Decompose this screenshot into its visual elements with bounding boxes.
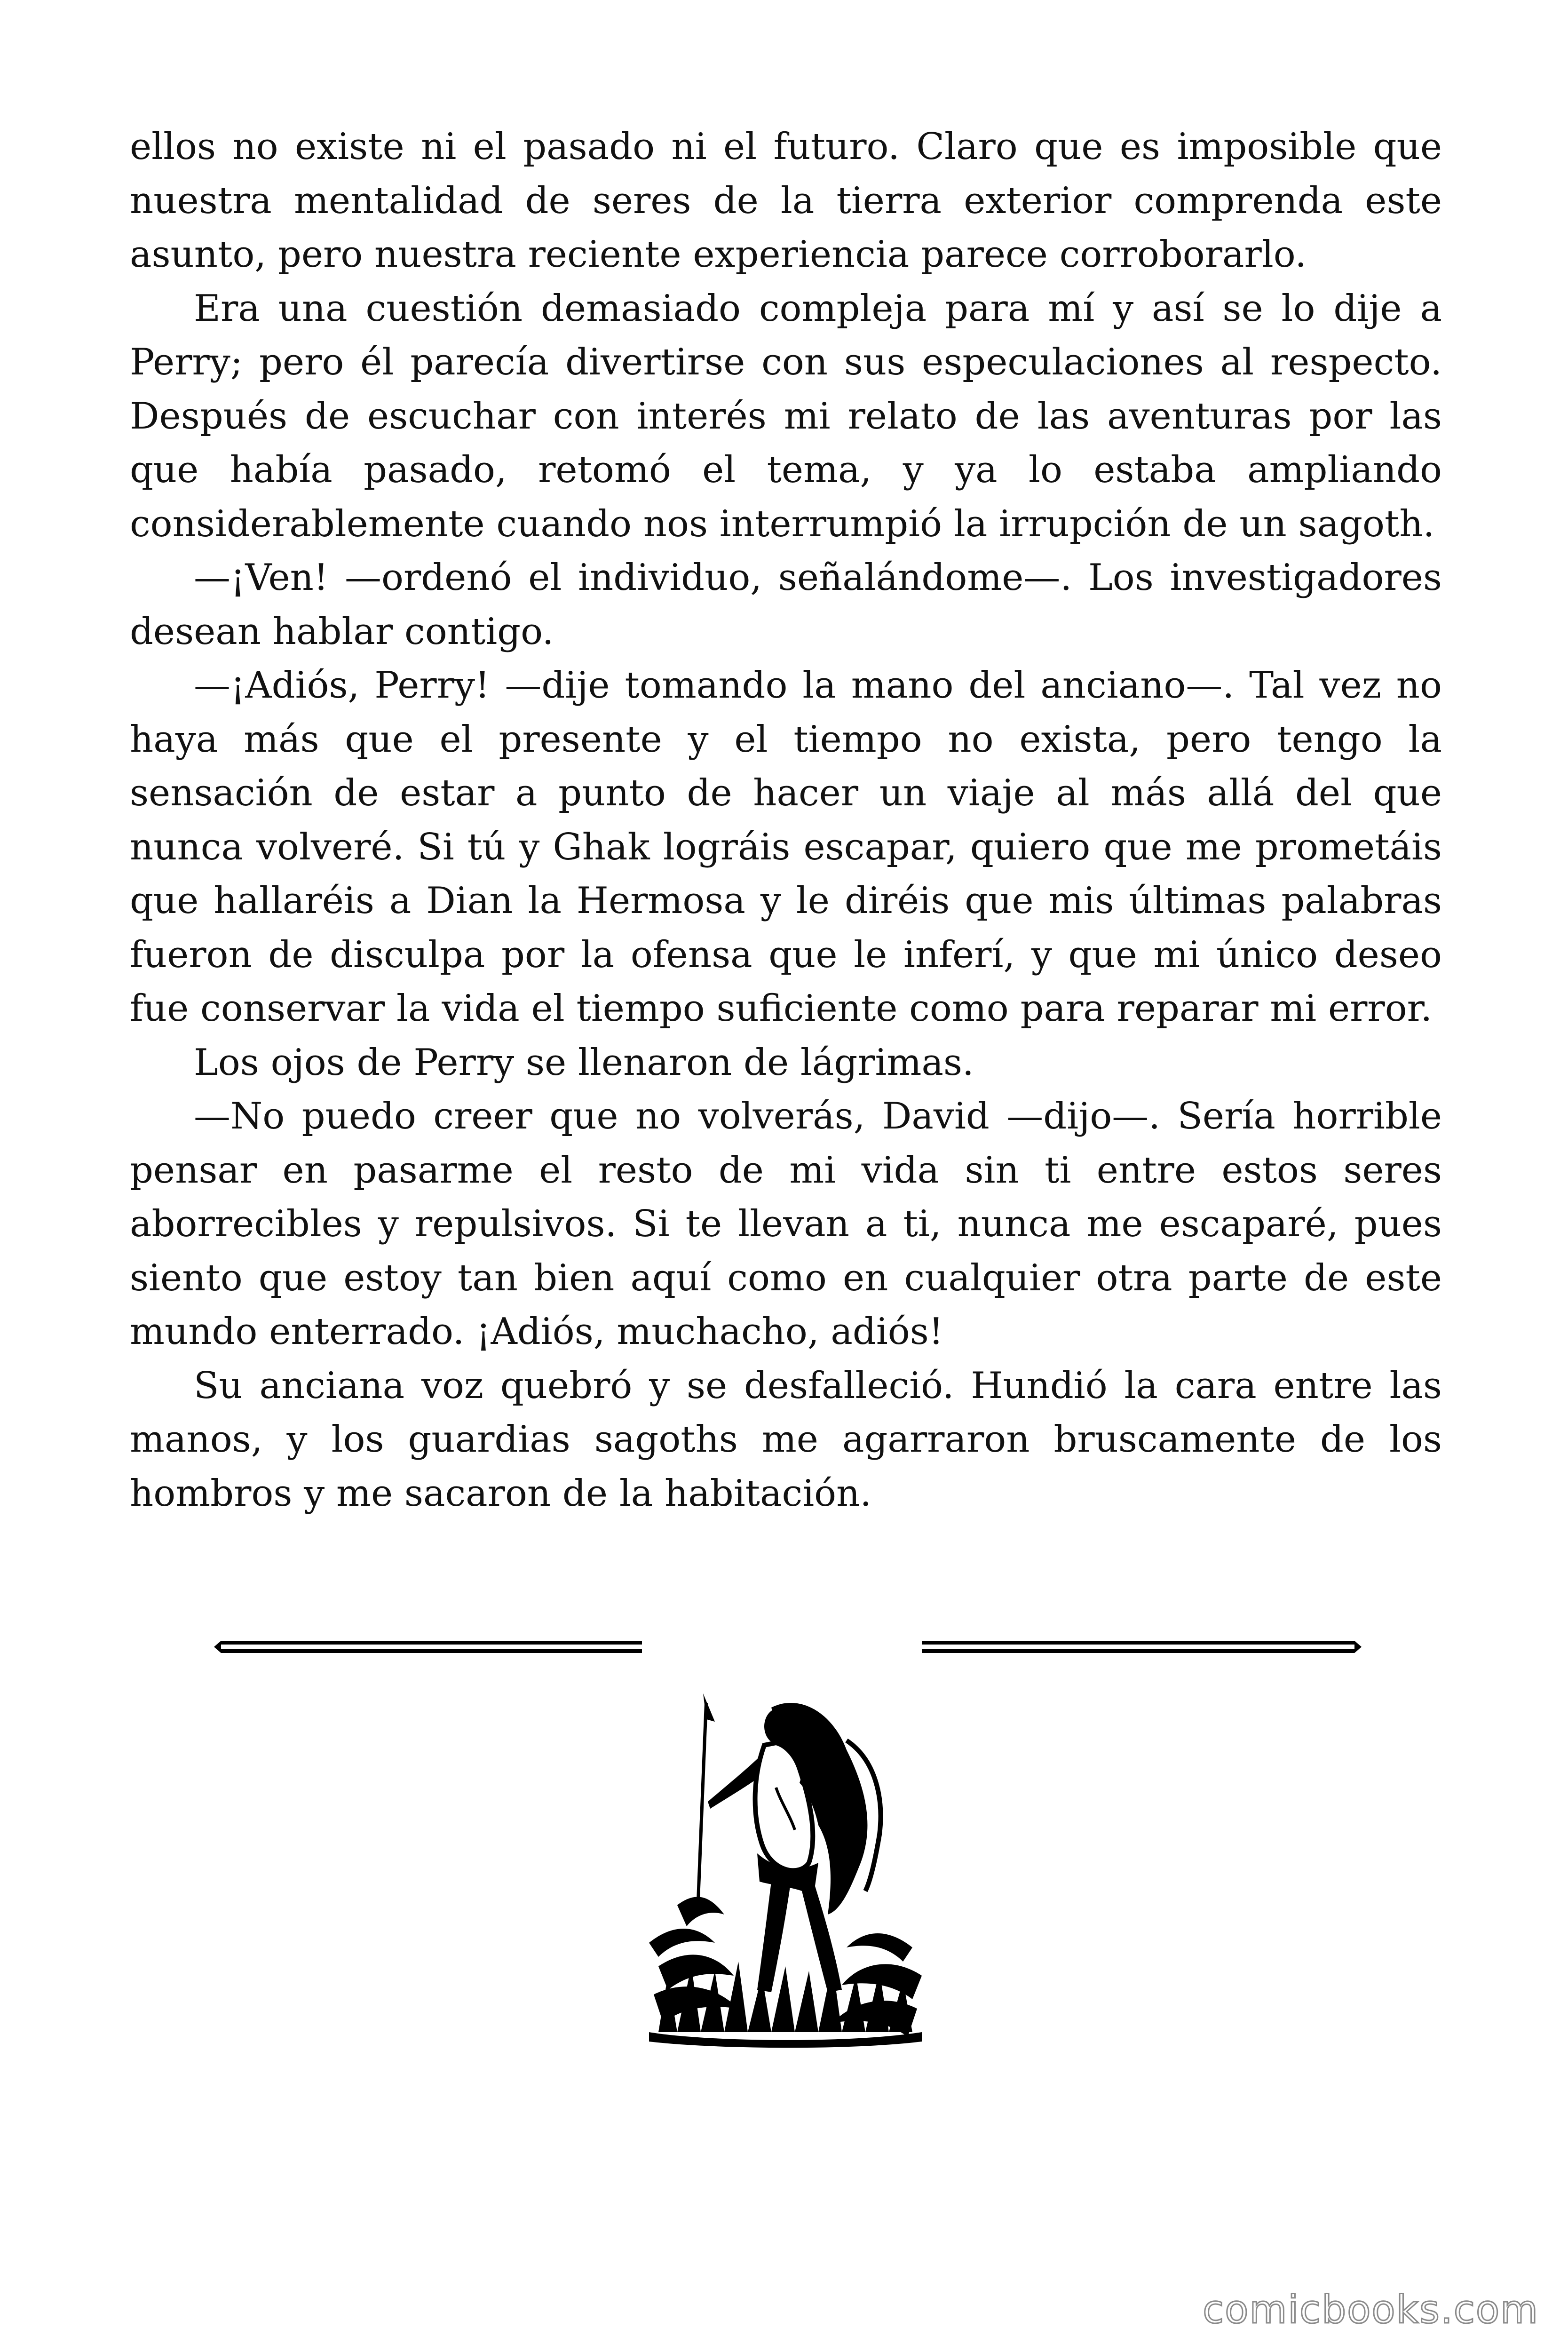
watermark-text: comicbooks.com (1203, 2288, 1539, 2332)
paragraph: Era una cuestión demasiado compleja para mí y así se lo dije a Perry; pero él parecía divertirse con sus especulaciones al respecto. Después de escuchar con interés mi relato de las aventuras por las que había pasado, retomó el tema, y ya lo estaba ampliando considerablemente cuando nos interrumpió la irrupción de un sagoth. (130, 287, 1442, 545)
warrior-woman-icon (649, 1693, 922, 2048)
paragraph: Los ojos de Perry se llenaron de lágrimas. (194, 1041, 974, 1084)
paragraph: Su anciana voz quebró y se desfalleció. Hundió la cara entre las manos, y los guardias sagoths me agarraron bruscamente de los hombros y me sacaron de la habitación. (130, 1364, 1442, 1515)
right-divider-rule (922, 1641, 1362, 1653)
body-text (130, 120, 1442, 1520)
paragraph: —¡Adiós, Perry! —dije tomando la mano del anciano—. Tal vez no haya más que el presente y el tiempo no exista, pero tengo la sensación de estar a punto de hacer un viaje al más allá del que nunca volveré. Si tú y Ghak lográis escapar, quiero que me prometáis que hallaréis a Dian la Hermosa y le diréis que mis últimas palabras fueron de disculpa por la ofensa que le inferí, y que mi único deseo fue conservar la vida el tiempo suficiente como para reparar mi error. (130, 664, 1442, 1030)
paragraph: —¡Ven! —ordenó el individuo, señalándome—. Los investigadores desean hablar contigo. (130, 556, 1442, 653)
paragraph: —No puedo creer que no volverás, David —dijo—. Sería horrible pensar en pasarme el resto de mi vida sin ti entre estos seres aborrecibles y repulsivos. Si te llevan a ti, nunca me escaparé, pues siento que estoy tan bien aquí como en cualquier otra parte de este mundo enterrado. ¡Adiós, muchacho, adiós! (130, 1095, 1442, 1353)
paragraph: ellos no existe ni el pasado ni el futuro. Claro que es imposible que nuestra mentalidad de seres de la tierra exterior comprenda este asunto, pero nuestra reciente experiencia parece corroborarlo. (130, 126, 1442, 276)
left-divider-rule (214, 1641, 642, 1653)
